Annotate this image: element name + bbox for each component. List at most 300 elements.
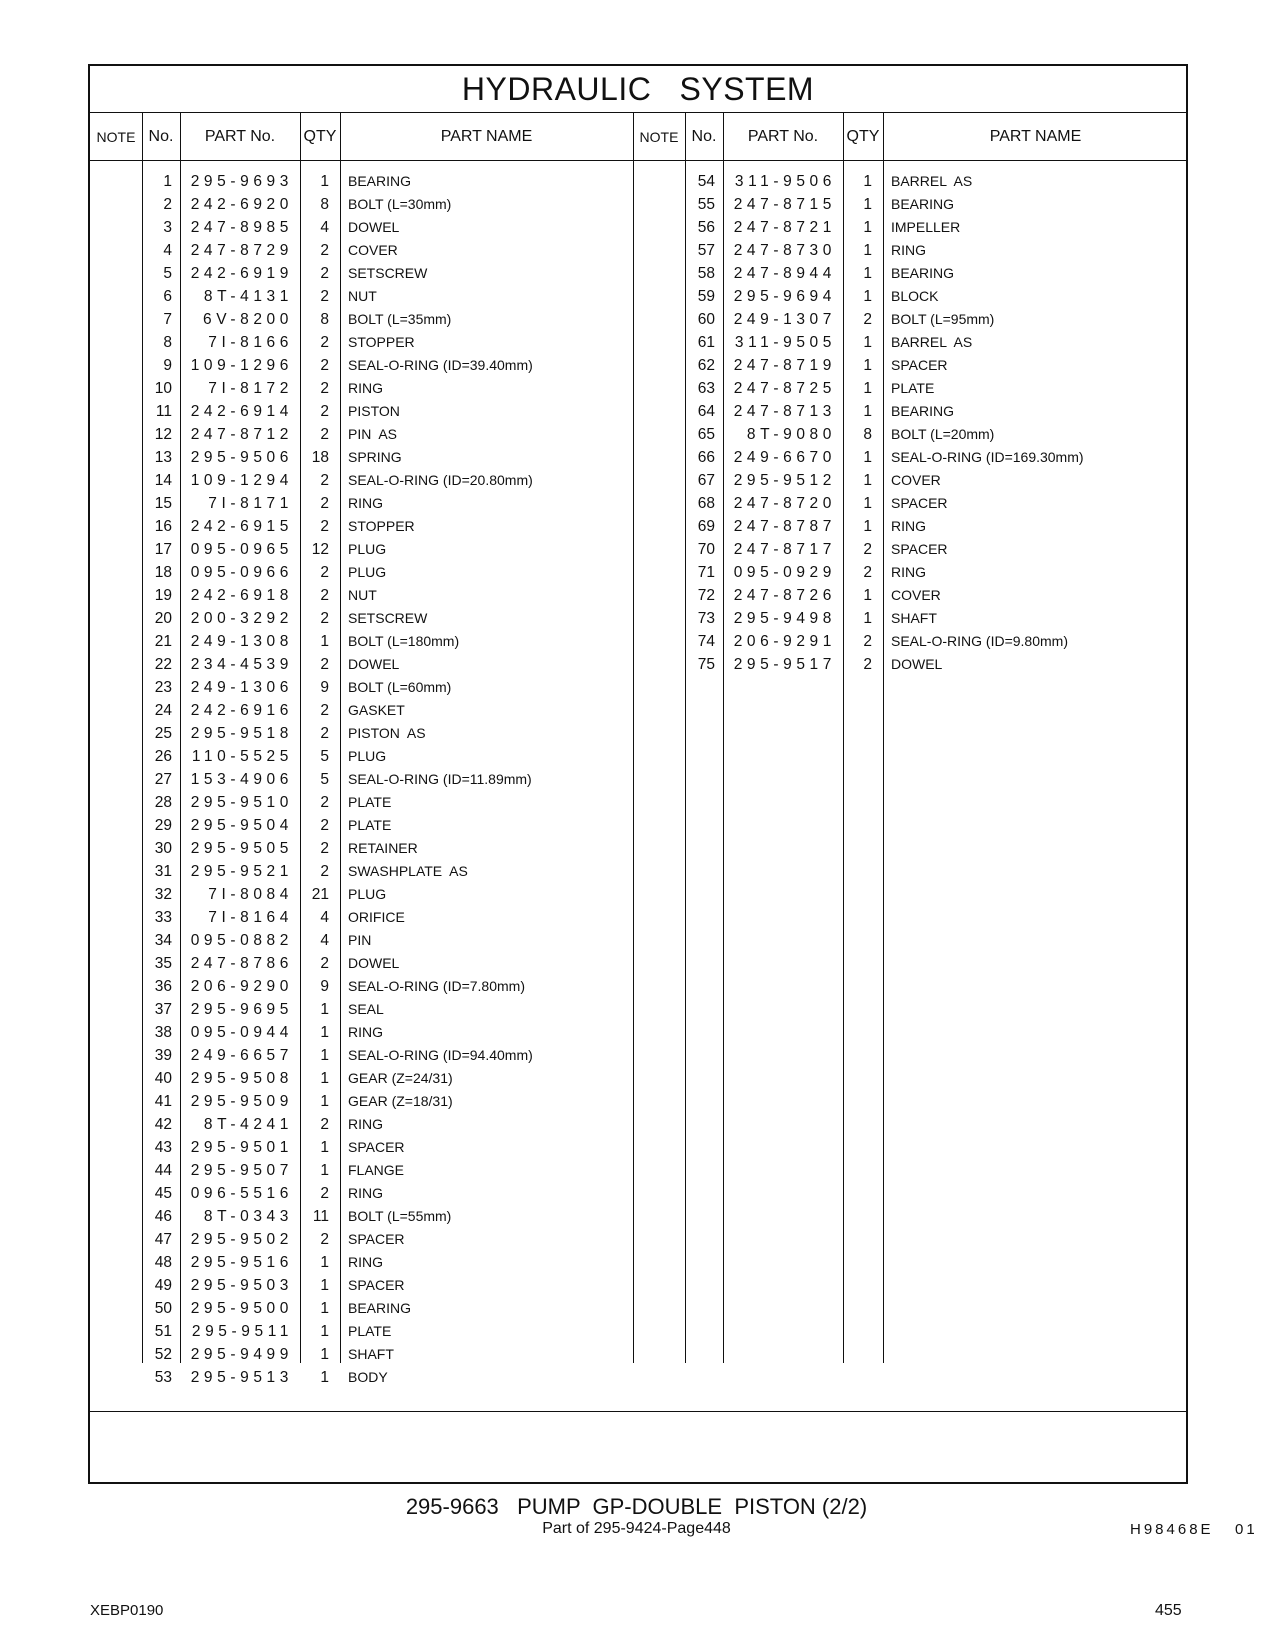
part-name: RING — [891, 564, 926, 580]
part-number: 295-9521 — [190, 863, 293, 880]
item-number: 60 — [697, 311, 715, 328]
quantity: 8 — [320, 196, 329, 213]
item-number: 8 — [163, 334, 172, 351]
item-number: 29 — [154, 817, 172, 834]
quantity: 1 — [320, 173, 329, 190]
part-name: BOLT (L=35mm) — [348, 311, 452, 327]
part-name: DOWEL — [348, 219, 400, 235]
quantity: 1 — [863, 518, 872, 535]
part-name: BOLT (L=30mm) — [348, 196, 452, 212]
part-number: 234-4539 — [190, 656, 293, 673]
part-number: 295-9505 — [190, 840, 293, 857]
item-number: 10 — [154, 380, 172, 397]
part-number: 295-9510 — [190, 794, 293, 811]
part-name: SEAL-O-RING (ID=9.80mm) — [891, 633, 1068, 649]
right-part-name-column — [891, 170, 1084, 676]
part-number: 247-8730 — [733, 242, 836, 259]
part-number: 6V-8200 — [203, 311, 293, 328]
item-number: 72 — [697, 587, 715, 604]
part-number: 7I-8164 — [208, 909, 293, 926]
item-number: 12 — [154, 426, 172, 443]
quantity: 2 — [320, 1231, 329, 1248]
quantity: 1 — [863, 357, 872, 374]
quantity: 2 — [320, 265, 329, 282]
quantity: 2 — [863, 633, 872, 650]
part-name: PLUG — [348, 886, 387, 902]
part-number: 295-9508 — [190, 1070, 293, 1087]
item-number: 56 — [697, 219, 715, 236]
quantity: 1 — [863, 380, 872, 397]
item-number: 23 — [154, 679, 172, 696]
part-number: 247-8729 — [190, 242, 293, 259]
item-number: 32 — [154, 886, 172, 903]
part-number: 295-9509 — [190, 1093, 293, 1110]
part-name: GEAR (Z=18/31) — [348, 1093, 453, 1109]
quantity: 9 — [320, 679, 329, 696]
part-number: 311-9506 — [734, 173, 836, 190]
item-number: 5 — [163, 265, 172, 282]
part-number: 295-9511 — [191, 1323, 293, 1340]
part-name: SHAFT — [348, 1346, 394, 1362]
part-name: BODY — [348, 1369, 388, 1385]
item-number: 37 — [154, 1001, 172, 1018]
item-number: 30 — [154, 840, 172, 857]
quantity: 1 — [863, 495, 872, 512]
column-divider — [723, 113, 724, 1363]
item-number: 7 — [163, 311, 172, 328]
part-number: 247-8985 — [190, 219, 293, 236]
quantity: 2 — [320, 863, 329, 880]
quantity: 2 — [320, 426, 329, 443]
quantity: 1 — [320, 1093, 329, 1110]
part-number: 095-0966 — [190, 564, 293, 581]
item-number: 21 — [154, 633, 172, 650]
quantity: 1 — [863, 242, 872, 259]
quantity: 1 — [320, 1323, 329, 1340]
page-number: 455 — [1155, 1602, 1182, 1619]
item-number: 26 — [154, 748, 172, 765]
quantity: 2 — [320, 518, 329, 535]
quantity: 2 — [863, 541, 872, 558]
part-name: RING — [348, 1185, 383, 1201]
part-name: SPACER — [891, 495, 948, 511]
part-name: RING — [348, 495, 383, 511]
part-number: 242-6918 — [190, 587, 293, 604]
item-number: 44 — [154, 1162, 172, 1179]
item-number: 55 — [697, 196, 715, 213]
quantity: 1 — [863, 587, 872, 604]
quantity: 1 — [863, 173, 872, 190]
quantity: 2 — [320, 403, 329, 420]
part-number: 295-9518 — [190, 725, 293, 742]
part-name: ORIFICE — [348, 909, 405, 925]
quantity: 1 — [320, 1139, 329, 1156]
item-number: 25 — [154, 725, 172, 742]
part-number: 200-3292 — [190, 610, 293, 627]
part-name: COVER — [891, 472, 941, 488]
column-divider — [340, 113, 341, 1363]
part-name: SPACER — [348, 1277, 405, 1293]
item-number: 43 — [154, 1139, 172, 1156]
item-number: 47 — [154, 1231, 172, 1248]
item-number: 54 — [697, 173, 715, 190]
part-number: 249-1306 — [190, 679, 293, 696]
item-number: 53 — [154, 1369, 172, 1386]
part-number: 295-9513 — [190, 1369, 293, 1386]
part-name: SEAL-O-RING (ID=94.40mm) — [348, 1047, 533, 1063]
part-name: SPACER — [891, 357, 948, 373]
item-number: 59 — [697, 288, 715, 305]
part-name: DOWEL — [348, 955, 400, 971]
part-name: DOWEL — [348, 656, 400, 672]
item-number: 9 — [163, 357, 172, 374]
quantity: 2 — [320, 564, 329, 581]
part-number: 242-6914 — [190, 403, 293, 420]
header-qty-left: QTY — [303, 127, 337, 145]
left-qty-column — [299, 170, 329, 1389]
part-number: 249-6670 — [733, 449, 836, 466]
part-name: NUT — [348, 587, 377, 603]
part-name: PLUG — [348, 564, 387, 580]
quantity: 1 — [320, 633, 329, 650]
quantity: 1 — [863, 449, 872, 466]
part-number: 206-9291 — [733, 633, 836, 650]
item-number: 17 — [154, 541, 172, 558]
quantity: 1 — [863, 334, 872, 351]
part-name: BARREL AS — [891, 173, 973, 189]
column-divider — [633, 113, 634, 1363]
drawing-code: H98468E 01 — [1130, 1521, 1258, 1538]
quantity: 5 — [320, 771, 329, 788]
quantity: 1 — [320, 1277, 329, 1294]
quantity: 2 — [320, 1185, 329, 1202]
part-number: 247-8717 — [733, 541, 836, 558]
part-number: 249-1307 — [733, 311, 836, 328]
title-row — [90, 66, 1186, 113]
part-number: 109-1294 — [190, 472, 293, 489]
part-number: 247-8786 — [190, 955, 293, 972]
part-name: RING — [891, 518, 926, 534]
item-number: 63 — [697, 380, 715, 397]
part-name: BOLT (L=95mm) — [891, 311, 995, 327]
item-number: 28 — [154, 794, 172, 811]
quantity: 5 — [320, 748, 329, 765]
part-number: 096-5516 — [190, 1185, 293, 1202]
part-number: 8T-0343 — [203, 1208, 293, 1225]
quantity: 1 — [320, 1369, 329, 1386]
item-number: 45 — [154, 1185, 172, 1202]
quantity: 1 — [320, 1047, 329, 1064]
part-name: NUT — [348, 288, 377, 304]
item-number: 20 — [154, 610, 172, 627]
part-name: RING — [348, 1024, 383, 1040]
item-number: 74 — [697, 633, 715, 650]
part-name: SHAFT — [891, 610, 937, 626]
column-divider — [180, 113, 181, 1363]
part-number: 249-6657 — [190, 1047, 293, 1064]
part-name: SEAL — [348, 1001, 384, 1017]
part-number: 295-9498 — [733, 610, 836, 627]
quantity: 4 — [320, 219, 329, 236]
item-number: 33 — [154, 909, 172, 926]
item-number: 34 — [154, 932, 172, 949]
part-name: RING — [348, 1254, 383, 1270]
part-name: SPRING — [348, 449, 402, 465]
quantity: 2 — [320, 380, 329, 397]
figure-caption: 295-9663 PUMP GP-DOUBLE PISTON (2/2) — [405, 1494, 868, 1519]
quantity: 11 — [312, 1208, 329, 1225]
quantity: 2 — [320, 472, 329, 489]
part-number: 295-9501 — [190, 1139, 293, 1156]
item-number: 35 — [154, 955, 172, 972]
quantity: 1 — [863, 288, 872, 305]
part-name: BLOCK — [891, 288, 939, 304]
part-name: PIN — [348, 932, 372, 948]
item-number: 1 — [163, 173, 172, 190]
part-name: PLATE — [348, 817, 392, 833]
item-number: 24 — [154, 702, 172, 719]
part-number: 110-5525 — [191, 748, 293, 765]
part-name: PLUG — [348, 541, 387, 557]
part-name: STOPPER — [348, 334, 415, 350]
item-number: 51 — [154, 1323, 172, 1340]
part-name: BOLT (L=20mm) — [891, 426, 995, 442]
part-number: 247-8715 — [733, 196, 836, 213]
quantity: 8 — [863, 426, 872, 443]
part-name: SEAL-O-RING (ID=39.40mm) — [348, 357, 533, 373]
part-number: 295-9499 — [190, 1346, 293, 1363]
item-number: 27 — [154, 771, 172, 788]
item-number: 67 — [697, 472, 715, 489]
part-number: 247-8944 — [733, 265, 836, 282]
part-name: RING — [891, 242, 926, 258]
quantity: 2 — [320, 587, 329, 604]
item-number: 66 — [697, 449, 715, 466]
quantity: 2 — [863, 311, 872, 328]
part-number: 109-1296 — [190, 357, 293, 374]
quantity: 1 — [863, 610, 872, 627]
item-number: 42 — [154, 1116, 172, 1133]
item-number: 19 — [154, 587, 172, 604]
item-number: 69 — [697, 518, 715, 535]
right-qty-column — [842, 170, 872, 676]
part-number: 7I-8171 — [208, 495, 293, 512]
item-number: 46 — [154, 1208, 172, 1225]
part-number: 247-8719 — [733, 357, 836, 374]
part-name: GASKET — [348, 702, 405, 718]
right-part-no-column — [726, 170, 836, 676]
part-name: PISTON AS — [348, 725, 426, 741]
part-name: RING — [348, 1116, 383, 1132]
part-name: SEAL-O-RING (ID=169.30mm) — [891, 449, 1084, 465]
quantity: 2 — [320, 495, 329, 512]
left-part-name-column — [348, 170, 533, 1389]
item-number: 6 — [163, 288, 172, 305]
part-name: SPACER — [348, 1139, 405, 1155]
item-number: 50 — [154, 1300, 172, 1317]
quantity: 4 — [320, 932, 329, 949]
item-number: 16 — [154, 518, 172, 535]
right-no-column — [681, 170, 715, 676]
item-number: 18 — [154, 564, 172, 581]
item-number: 41 — [154, 1093, 172, 1110]
part-name: SWASHPLATE AS — [348, 863, 468, 879]
part-name: RING — [348, 380, 383, 396]
part-name: BOLT (L=180mm) — [348, 633, 460, 649]
header-row — [90, 113, 1186, 161]
part-number: 095-0965 — [190, 541, 293, 558]
item-number: 14 — [154, 472, 172, 489]
quantity: 1 — [320, 1070, 329, 1087]
part-name: BARREL AS — [891, 334, 973, 350]
item-number: 2 — [163, 196, 172, 213]
quantity: 2 — [320, 610, 329, 627]
header-part-name-left: PART NAME — [440, 127, 533, 145]
part-name: PLATE — [348, 1323, 392, 1339]
part-number: 242-6916 — [190, 702, 293, 719]
quantity: 1 — [320, 1254, 329, 1271]
item-number: 38 — [154, 1024, 172, 1041]
part-number: 242-6915 — [190, 518, 293, 535]
part-number: 242-6920 — [190, 196, 293, 213]
part-name: DOWEL — [891, 656, 943, 672]
part-number: 249-1308 — [190, 633, 293, 650]
quantity: 1 — [320, 1346, 329, 1363]
quantity: 2 — [863, 564, 872, 581]
part-name: BEARING — [891, 265, 955, 281]
quantity: 1 — [863, 265, 872, 282]
item-number: 49 — [154, 1277, 172, 1294]
part-number: 242-6919 — [190, 265, 293, 282]
part-number: 8T-4131 — [203, 288, 293, 305]
part-number: 153-4906 — [190, 771, 293, 788]
item-number: 3 — [163, 219, 172, 236]
item-number: 57 — [697, 242, 715, 259]
part-name: COVER — [891, 587, 941, 603]
header-no-left: No. — [148, 127, 174, 145]
part-name: PLATE — [348, 794, 392, 810]
quantity: 12 — [311, 541, 329, 558]
quantity: 2 — [320, 242, 329, 259]
item-number: 62 — [697, 357, 715, 374]
quantity: 1 — [863, 403, 872, 420]
quantity: 1 — [320, 1162, 329, 1179]
part-name: PISTON — [348, 403, 400, 419]
item-number: 68 — [697, 495, 715, 512]
part-number: 095-0944 — [190, 1024, 293, 1041]
item-number: 48 — [154, 1254, 172, 1271]
item-number: 40 — [154, 1070, 172, 1087]
part-name: SEAL-O-RING (ID=11.89mm) — [348, 771, 532, 787]
part-number: 295-9503 — [190, 1277, 293, 1294]
part-number: 295-9695 — [190, 1001, 293, 1018]
item-number: 73 — [697, 610, 715, 627]
quantity: 2 — [863, 656, 872, 673]
part-number: 7I-8172 — [208, 380, 293, 397]
item-number: 52 — [154, 1346, 172, 1363]
part-number: 7I-8166 — [208, 334, 293, 351]
left-no-column — [138, 170, 172, 1389]
part-name: BEARING — [348, 173, 412, 189]
part-name: BOLT (L=60mm) — [348, 679, 452, 695]
part-name: SEAL-O-RING (ID=20.80mm) — [348, 472, 533, 488]
part-name: SETSCREW — [348, 610, 428, 626]
figure-subcaption: Part of 295-9424-Page448 — [542, 1520, 731, 1537]
column-divider — [883, 113, 884, 1363]
quantity: 9 — [320, 978, 329, 995]
left-part-no-column — [183, 170, 293, 1389]
quantity: 1 — [863, 196, 872, 213]
part-number: 295-9502 — [190, 1231, 293, 1248]
part-number: 295-9507 — [190, 1162, 293, 1179]
item-number: 4 — [163, 242, 172, 259]
item-number: 13 — [154, 449, 172, 466]
part-name: PLATE — [891, 380, 935, 396]
quantity: 18 — [311, 449, 329, 466]
quantity: 2 — [320, 334, 329, 351]
page-title: HYDRAULIC SYSTEM — [461, 70, 815, 107]
part-number: 247-8721 — [733, 219, 836, 236]
part-number: 295-9506 — [190, 449, 293, 466]
part-number: 247-8713 — [733, 403, 836, 420]
part-name: SPACER — [891, 541, 948, 557]
part-number: 247-8787 — [733, 518, 836, 535]
quantity: 1 — [863, 472, 872, 489]
quantity: 1 — [320, 1024, 329, 1041]
part-number: 247-8720 — [733, 495, 836, 512]
table-body-bottom-rule — [90, 1411, 1186, 1412]
header-part-no-right: PART No. — [747, 127, 819, 145]
header-no-right: No. — [691, 127, 717, 145]
part-name: PIN AS — [348, 426, 398, 442]
quantity: 2 — [320, 794, 329, 811]
part-name: PLUG — [348, 748, 387, 764]
quantity: 21 — [311, 886, 329, 903]
item-number: 31 — [154, 863, 172, 880]
item-number: 36 — [154, 978, 172, 995]
part-number: 295-9694 — [733, 288, 836, 305]
header-part-no-left: PART No. — [204, 127, 276, 145]
part-number: 247-8725 — [733, 380, 836, 397]
quantity: 4 — [320, 909, 329, 926]
header-note-left: NOTE — [96, 128, 136, 145]
item-number: 61 — [697, 334, 715, 351]
header-qty-right: QTY — [846, 127, 880, 145]
part-number: 295-9512 — [733, 472, 836, 489]
quantity: 1 — [320, 1001, 329, 1018]
part-name: SPACER — [348, 1231, 405, 1247]
part-number: 295-9516 — [190, 1254, 293, 1271]
quantity: 2 — [320, 1116, 329, 1133]
part-number: 295-9693 — [190, 173, 293, 190]
part-number: 095-0929 — [733, 564, 836, 581]
quantity: 2 — [320, 656, 329, 673]
quantity: 2 — [320, 288, 329, 305]
part-number: 095-0882 — [190, 932, 293, 949]
part-name: COVER — [348, 242, 398, 258]
quantity: 1 — [320, 1300, 329, 1317]
part-name: RETAINER — [348, 840, 418, 856]
item-number: 71 — [697, 564, 715, 581]
item-number: 70 — [697, 541, 715, 558]
item-number: 39 — [154, 1047, 172, 1064]
part-name: GEAR (Z=24/31) — [348, 1070, 453, 1086]
part-name: BEARING — [891, 196, 955, 212]
part-name: IMPELLER — [891, 219, 961, 235]
part-number: 247-8726 — [733, 587, 836, 604]
item-number: 65 — [697, 426, 715, 443]
document-code: XEBP0190 — [90, 1602, 164, 1619]
